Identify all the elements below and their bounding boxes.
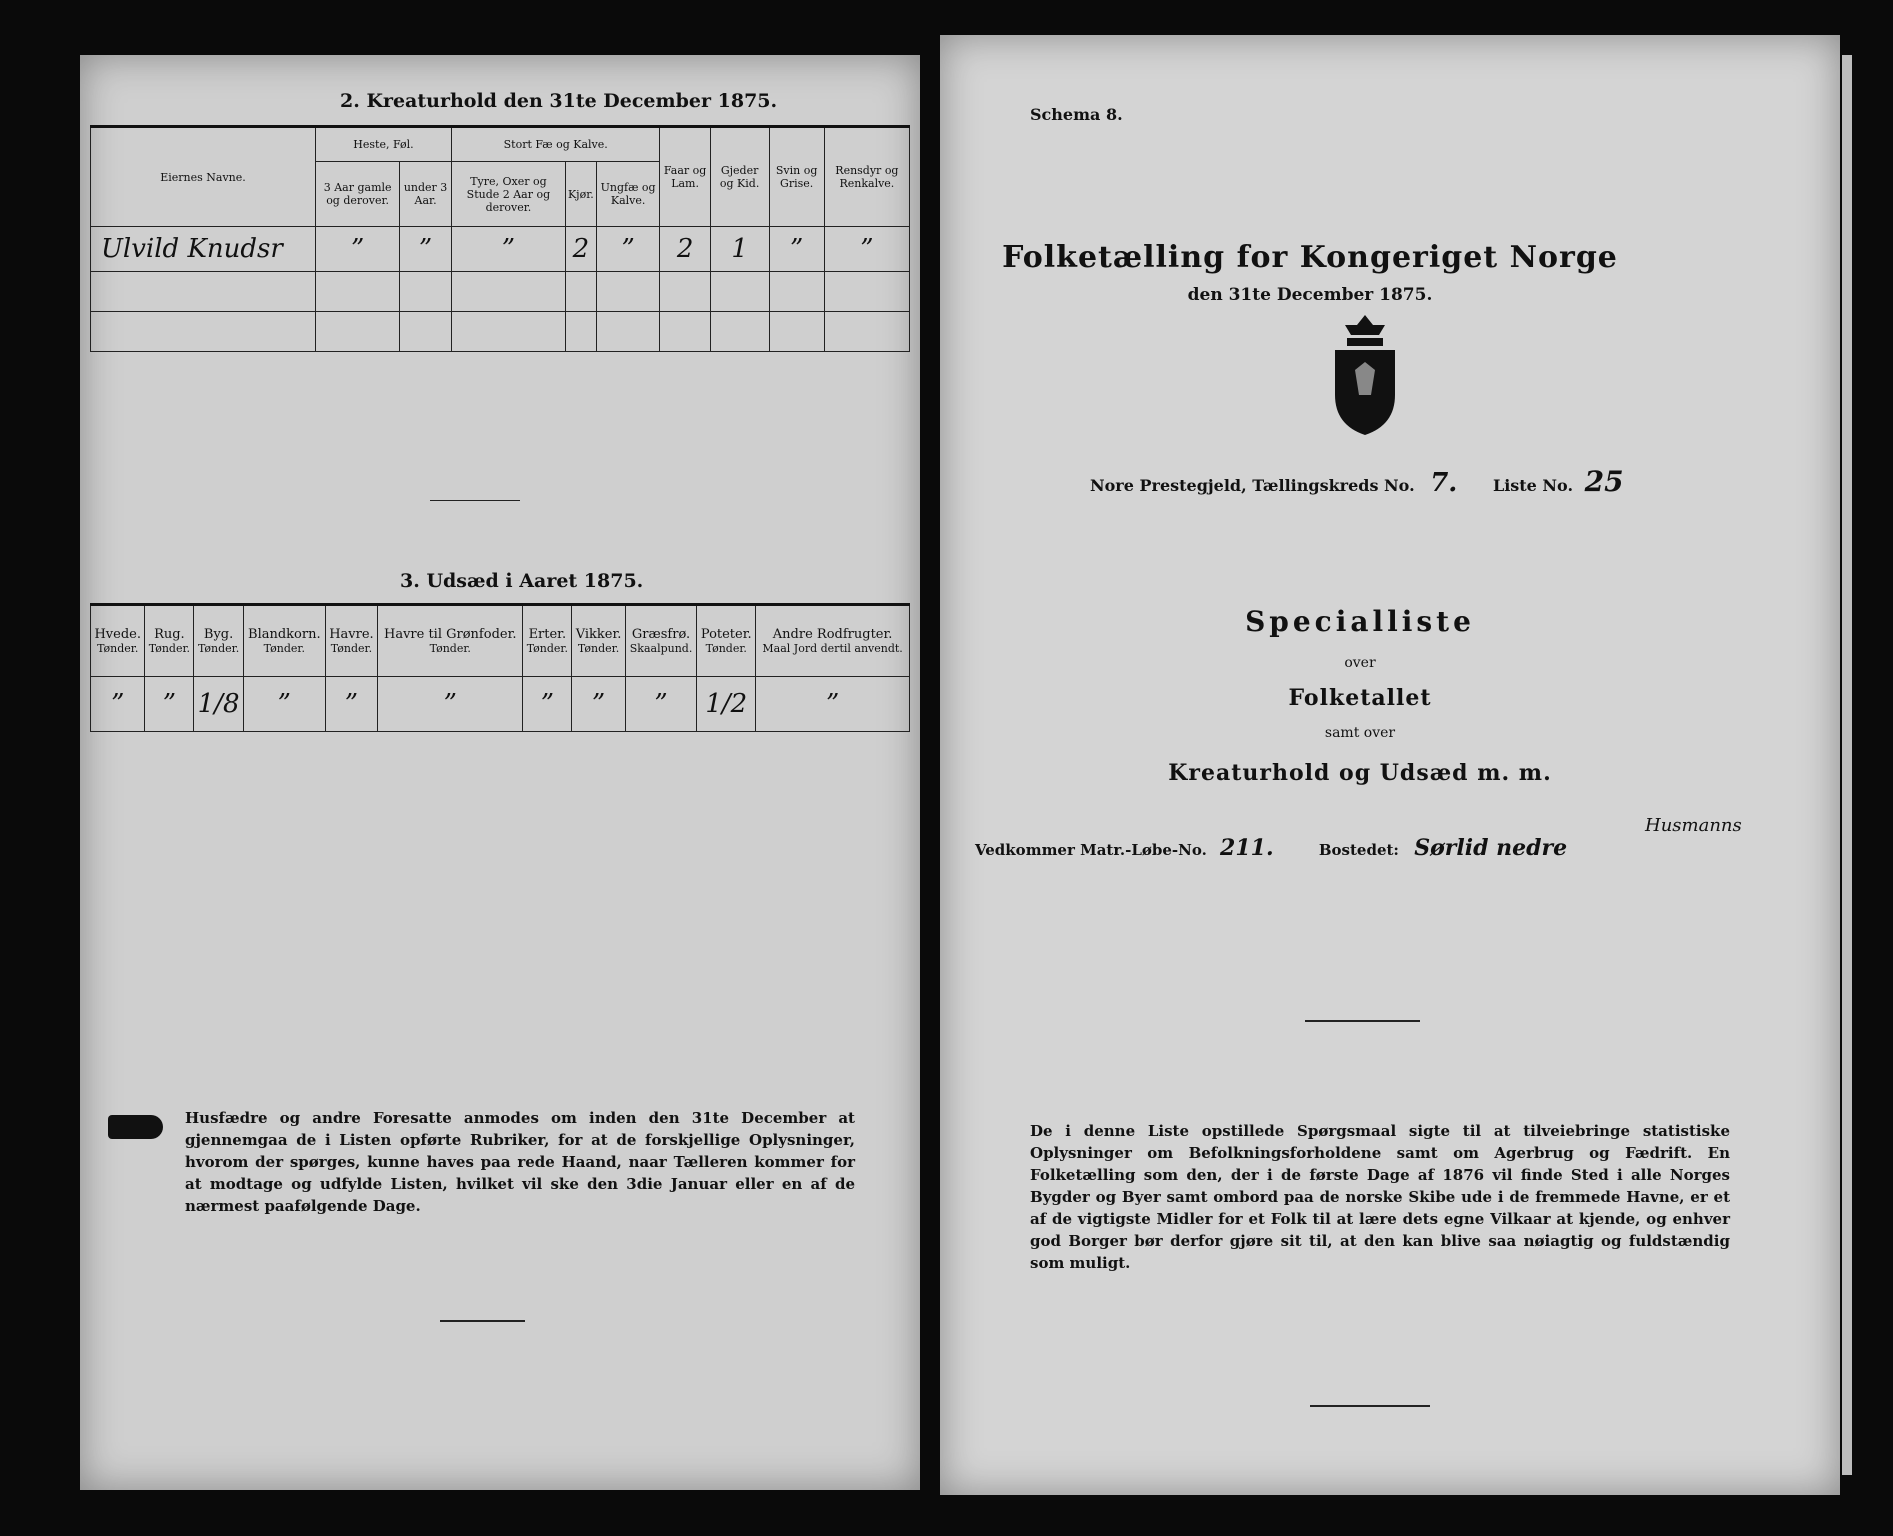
value-cell: ” — [451, 227, 565, 272]
seed-value: ” — [523, 677, 572, 732]
census-title: Folketælling for Kongeriget Norge — [1002, 240, 1618, 275]
seed-header-unit: Tønder. — [263, 642, 305, 655]
seed-header — [572, 605, 626, 677]
cattle-sub-2: Ungfæ og Kalve. — [596, 162, 660, 227]
folketallet-heading: Folketallet — [1288, 685, 1432, 711]
seed-header-name: Hvede. — [94, 627, 141, 642]
section2-title: 2. Kreaturhold den 31te December 1875. — [340, 90, 778, 112]
seed-header — [625, 605, 696, 677]
pigs-header: Svin og Grise. — [769, 127, 824, 227]
bosted-value: Sørlid nedre — [1414, 835, 1568, 861]
seed-header-name: Blandkorn. — [248, 627, 321, 642]
cattle-sub-1: Kjør. — [565, 162, 596, 227]
district-line — [1090, 465, 1624, 498]
seed-value: ” — [625, 677, 696, 732]
seed-value: ” — [145, 677, 194, 732]
value-cell: 2 — [565, 227, 596, 272]
bottom-divider — [440, 1320, 525, 1322]
seed-header-name: Erter. — [528, 627, 567, 642]
annotation: Husmanns — [1645, 815, 1742, 836]
right-page — [940, 35, 1840, 1495]
owner-cell: Ulvild Knudsr — [91, 227, 316, 272]
kreaturhold-heading: Kreaturhold og Udsæd m. m. — [1168, 760, 1552, 786]
seed-header-name: Poteter. — [700, 627, 752, 642]
seed-header-name: Rug. — [154, 627, 185, 642]
seed-header-unit: Tønder. — [148, 642, 191, 655]
seed-header — [325, 605, 377, 677]
seed-header-unit: Tønder. — [429, 642, 471, 655]
cattle-sub-0: Tyre, Oxer og Stude 2 Aar og derover. — [451, 162, 565, 227]
reindeer-header: Rensdyr og Renkalve. — [824, 127, 909, 227]
seed-header — [91, 605, 145, 677]
seed-header-name: Græsfrø. — [631, 627, 691, 642]
seed-header — [523, 605, 572, 677]
value-cell: ” — [316, 227, 400, 272]
goats-header: Gjeder og Kid. — [710, 127, 769, 227]
seed-header-name: Byg. — [203, 627, 234, 642]
value-cell: ” — [596, 227, 660, 272]
seed-header-name: Havre. — [329, 627, 374, 642]
district-prefix: Nore Prestegjeld, Tællingskreds No. — [1090, 476, 1415, 495]
seed-value: ” — [378, 677, 523, 732]
horses-sub-0: 3 Aar gamle og derover. — [316, 162, 400, 227]
cattle-header: Stort Fæ og Kalve. — [451, 127, 660, 162]
liste-number: 25 — [1584, 465, 1624, 498]
divider — [430, 500, 520, 501]
seed-value: ” — [91, 677, 145, 732]
bottom-divider — [1310, 1405, 1430, 1407]
seed-header-unit: Tønder. — [577, 642, 620, 655]
seed-header — [243, 605, 325, 677]
seed-header — [378, 605, 523, 677]
seed-header-unit: Tønder. — [705, 642, 747, 655]
seed-header-unit: Maal Jord dertil anvendt. — [762, 642, 903, 655]
value-cell: ” — [400, 227, 452, 272]
livestock-table — [90, 125, 910, 352]
specialliste-heading: Specialliste — [1245, 605, 1475, 638]
value-cell: 1 — [710, 227, 769, 272]
seed-header-unit: Tønder. — [526, 642, 568, 655]
horses-header: Heste, Føl. — [316, 127, 452, 162]
seed-value: 1/2 — [697, 677, 756, 732]
value-cell: 2 — [660, 227, 710, 272]
left-page — [80, 55, 920, 1490]
divider — [1305, 1020, 1420, 1022]
seed-header-unit: Tønder. — [330, 642, 373, 655]
samt-over-label: samt over — [1324, 725, 1396, 741]
census-date: den 31te December 1875. — [1187, 285, 1433, 305]
seed-value: ” — [243, 677, 325, 732]
seed-value: ” — [325, 677, 377, 732]
kreds-number: 7. — [1430, 468, 1458, 498]
seed-header-unit: Skaalpund. — [629, 642, 693, 655]
pointing-hand-icon — [108, 1115, 163, 1139]
over-label: over — [1344, 655, 1376, 671]
seed-value: 1/8 — [194, 677, 243, 732]
seed-header-unit: Tønder. — [97, 642, 139, 655]
value-cell: ” — [769, 227, 824, 272]
seed-header — [145, 605, 194, 677]
section3-title: 3. Udsæd i Aaret 1875. — [400, 570, 644, 592]
seed-header-name: Andre Rodfrugter. — [772, 627, 893, 642]
notice-text: Husfædre og andre Foresatte anmodes om inden den 31te December at gjennemgaa de i Listen opførte Rubriker, for at de forskjellige Oplysninger, hvorom der spørges, kunne haves paa rede Haand, naar Tælleren kommer for at modtage og udfylde Listen, hvilket vil ske den 3die Januar eller en af de nærmest paafølgende Dage. — [185, 1109, 855, 1215]
matr-label: Vedkommer Matr.-Løbe-No. — [975, 841, 1207, 859]
schema-label: Schema 8. — [1030, 105, 1123, 124]
owner-header: Eiernes Navne. — [91, 127, 316, 227]
horses-sub-1: under 3 Aar. — [400, 162, 452, 227]
seed-header-name: Vikker. — [575, 627, 622, 642]
seed-header-name: Havre til Grønfoder. — [383, 627, 517, 642]
value-cell: ” — [824, 227, 909, 272]
seed-value: ” — [756, 677, 910, 732]
seed-header-unit: Tønder. — [197, 642, 240, 655]
bosted-label: Bostedet: — [1318, 841, 1399, 859]
footer-text: De i denne Liste opstillede Spørgsmaal sigte til at tilveiebringe statistiske Oplysninger om Befolkningsforholdene samt om Agerbrug og Fædrift. En Folketælling som den, der i de første Dage af 1876 vil finde Sted i alle Norges Bygder og Byer samt ombord paa de norske Skibe ude i de fremmede Havne, er et af de vigtigste Midler for et Folk til at lære dets egne Vilkaar at kjende, og enhver god Borger bør derfor gjøre sit til, at den kan blive saa nøiagtig og fuldstændig som muligt. — [1030, 1122, 1730, 1272]
sheep-header: Faar og Lam. — [660, 127, 710, 227]
seed-table — [90, 603, 910, 732]
matr-value: 211. — [1220, 835, 1274, 861]
seed-header — [697, 605, 756, 677]
liste-label: Liste No. — [1492, 476, 1574, 495]
seed-header — [194, 605, 243, 677]
matr-line — [975, 835, 1567, 861]
seed-value: ” — [572, 677, 626, 732]
seed-header — [756, 605, 910, 677]
coat-of-arms-icon — [1325, 310, 1405, 440]
